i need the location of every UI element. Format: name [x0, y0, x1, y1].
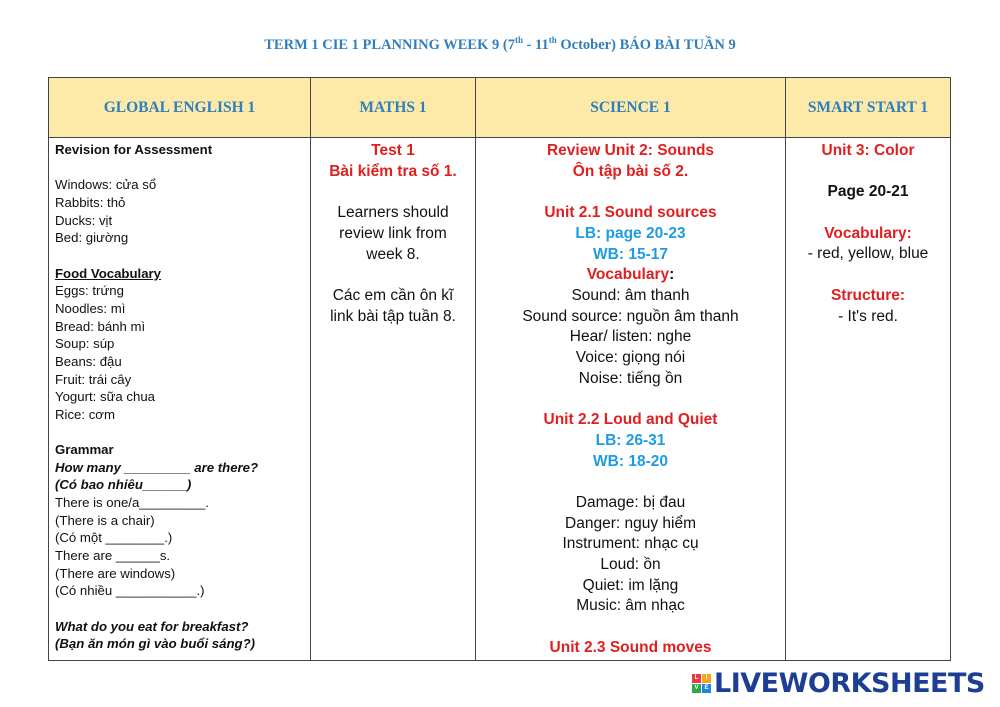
- maths-cell: [311, 138, 476, 661]
- logo-tile: V: [692, 684, 701, 693]
- wb-pages-2-2: WB: 18-20: [593, 452, 668, 470]
- global-english-cell: [49, 138, 311, 661]
- maths-review-vi-line: link bài tập tuần 8.: [330, 307, 456, 325]
- science-review-vi: Ôn tập bài số 2.: [572, 162, 689, 180]
- science-vocab-line: Music: âm nhạc: [576, 597, 685, 615]
- grammar-line: There is one/a_________.: [55, 495, 209, 511]
- breakfast-question: What do you eat for breakfast?: [55, 618, 249, 634]
- vocab-line: Bed: giường: [55, 230, 129, 246]
- food-line: Eggs: trứng: [55, 283, 124, 299]
- grammar-heading: Grammar: [55, 442, 114, 458]
- maths-review-vi-line: Các em cần ôn kĩ: [332, 286, 454, 304]
- food-line: Rice: cơm: [55, 406, 115, 422]
- column-header-science: SCIENCE 1: [476, 78, 786, 138]
- unit-2-2-heading: Unit 2.2 Loud and Quiet: [543, 411, 718, 429]
- unit-2-1-heading: Unit 2.1 Sound sources: [544, 204, 717, 222]
- grammar-question-vi: (Có bao nhiêu______): [55, 477, 192, 493]
- smart-start-structure-label: Structure:: [830, 286, 906, 304]
- logo-tile: E: [702, 684, 711, 693]
- science-vocab-line: Sound source: nguồn âm thanh: [522, 307, 739, 325]
- food-line: Noodles: mì: [55, 300, 126, 316]
- smart-start-vocab-label: Vocabulary:: [824, 224, 912, 242]
- vocab-line: Rabbits: thỏ: [55, 194, 126, 210]
- breakfast-question-vi: (Bạn ăn món gì vào buổi sáng?): [55, 636, 256, 652]
- grammar-line: There are ______s.: [55, 548, 171, 564]
- maths-review-line: review link from: [339, 224, 447, 242]
- wb-pages-2-1: WB: 15-17: [593, 245, 668, 263]
- science-vocab-line: Noise: tiếng ồn: [578, 369, 683, 387]
- live-logo-icon: [692, 674, 711, 693]
- maths-test-vi: Bài kiểm tra số 1.: [329, 162, 457, 180]
- food-line: Yogurt: sữa chua: [55, 389, 155, 405]
- maths-review-line: Learners should: [337, 204, 449, 222]
- vocab-line: Windows: cửa sổ: [55, 177, 157, 193]
- column-header-global-english: GLOBAL ENGLISH 1: [49, 78, 311, 138]
- liveworksheets-wordmark: LIVEWORKSHEETS: [714, 667, 985, 699]
- science-cell: [476, 138, 786, 661]
- science-vocab-line: Damage: bị đau: [575, 493, 686, 511]
- science-vocab-line: Sound: âm thanh: [571, 286, 690, 304]
- column-header-smart-start: SMART START 1: [786, 78, 951, 138]
- food-line: Beans: đậu: [55, 353, 122, 369]
- food-vocabulary-heading: Food Vocabulary: [55, 265, 162, 281]
- unit-2-3-heading: Unit 2.3 Sound moves: [549, 638, 712, 656]
- grammar-line: (Có một ________.): [55, 530, 173, 546]
- liveworksheets-logo: [692, 668, 985, 698]
- logo-tile: L: [692, 674, 701, 683]
- grammar-line: (There are windows): [55, 565, 176, 581]
- grammar-line: (There is a chair): [55, 512, 155, 528]
- science-vocab-line: Voice: giọng nói: [575, 349, 686, 367]
- smart-start-unit: Unit 3: Color: [821, 142, 915, 159]
- food-line: Bread: bánh mì: [55, 318, 146, 334]
- science-review: Review Unit 2: Sounds: [546, 142, 715, 159]
- smart-start-vocab: - red, yellow, blue: [807, 245, 929, 263]
- science-vocab-line: Hear/ listen: nghe: [569, 328, 692, 346]
- vocabulary-label: Vocabulary: [586, 266, 670, 284]
- smart-start-cell: [786, 138, 951, 661]
- science-vocab-line: Quiet: im lặng: [582, 576, 679, 594]
- maths-test: Test 1: [371, 142, 415, 159]
- science-vocab-line: Instrument: nhạc cụ: [562, 535, 699, 553]
- vocabulary-colon: :: [669, 266, 675, 284]
- food-line: Fruit: trái cây: [55, 371, 132, 387]
- science-vocab-line: Loud: ồn: [600, 556, 661, 574]
- revision-heading: Revision for Assessment: [55, 142, 213, 157]
- logo-tile: I: [702, 674, 711, 683]
- maths-review-line: week 8.: [366, 245, 420, 263]
- grammar-line: (Có nhiều ___________.): [55, 583, 205, 599]
- planning-table: [48, 77, 951, 661]
- column-header-maths: MATHS 1: [311, 78, 476, 138]
- lb-pages-2-2: LB: 26-31: [595, 431, 666, 449]
- vocab-line: Ducks: vịt: [55, 212, 113, 228]
- smart-start-structure: - It's red.: [838, 307, 898, 325]
- grammar-question: How many _________ are there?: [55, 459, 259, 475]
- food-line: Soup: súp: [55, 336, 115, 352]
- smart-start-page: Page 20-21: [827, 183, 909, 201]
- lb-pages-2-1: LB: page 20-23: [575, 224, 686, 242]
- page-title: TERM 1 CIE 1 PLANNING WEEK 9 (7th - 11th October) BÁO BÀI TUẦN 9: [264, 35, 736, 53]
- science-vocab-line: Danger: nguy hiểm: [565, 514, 696, 532]
